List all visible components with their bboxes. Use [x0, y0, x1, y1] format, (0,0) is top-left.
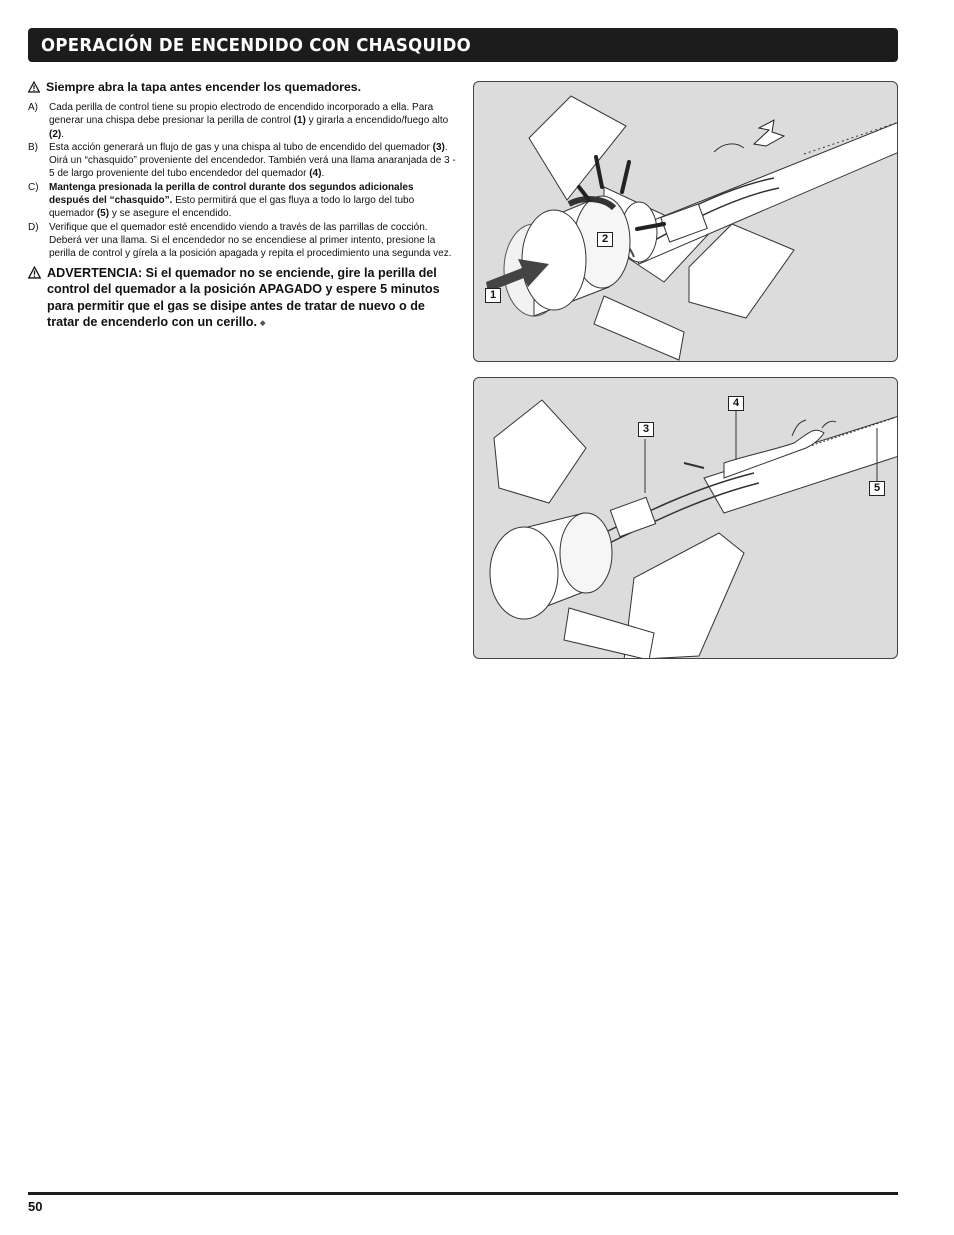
step-body: Cada perilla de control tiene su propio electrodo de encendido incorporado a ella. Para generar una chispa debe presionar la perilla de control (1) y girarla a encendido/fuego alto (2). [49, 102, 449, 140]
control-knob [504, 196, 630, 316]
instructions-column [28, 80, 456, 333]
step-d [28, 221, 456, 261]
step-letter: B) [28, 141, 38, 153]
section-title-bar [28, 28, 898, 62]
figure-ignition-knob-illustration [474, 82, 898, 362]
warning-no-ignition-text: ADVERTENCIA: Si el quemador no se enciende, gire la perilla del control del quemador a la posición APAGADO y espere 5 minutos para permitir que el gas se disipe antes de tratar de nuevo o de tratar de encenderlo con un cerillo. ◆ [47, 265, 440, 330]
step-c [28, 181, 456, 221]
footer-rule [28, 1192, 898, 1195]
warning-open-lid-text: Siempre abra la tapa antes encender los quemadores. [46, 80, 362, 94]
warning-triangle-icon [28, 81, 40, 93]
figure-burner-lit-illustration [474, 378, 898, 659]
section-title: OPERACIÓN DE ENCENDIDO CON CHASQUIDO [41, 34, 471, 56]
warning-no-ignition [28, 265, 456, 333]
callout-1: 1 [485, 288, 501, 303]
figure-burner-lit [473, 377, 898, 659]
step-letter: C) [28, 181, 39, 193]
step-body: Esta acción generará un flujo de gas y una chispa al tubo de encendido del quemador (3). Oirá un “chasquido” proveniente del encendedor. También verá una llama anaranjada de 3 - 5 de largo proveniente del tubo encendedor del quemador (4). [49, 141, 456, 180]
step-letter: D) [28, 221, 39, 233]
control-knob [490, 513, 612, 619]
callout-5: 5 [869, 481, 885, 496]
callout-3: 3 [638, 422, 654, 437]
step-body: Verifique que el quemador esté encendido viendo a través de las parrillas de cocción. Deberá ver una llama. Si el encendedor no se encendiese al primer intento, presione la perilla de control y gírela a la posición apagada y repita el procedimiento una segunda vez. [49, 221, 452, 260]
callout-2: 2 [597, 232, 613, 247]
figure-ignition-knob [473, 81, 898, 362]
warning-triangle-icon [28, 266, 41, 279]
step-a [28, 101, 456, 141]
diamond-icon: ◆ [259, 320, 266, 328]
warning-open-lid [28, 80, 456, 94]
page-number: 50 [28, 1199, 43, 1214]
spark-icon [754, 120, 784, 146]
step-body: Mantenga presionada la perilla de control durante dos segundos adicionales después del “chasquido”. Esto permitirá que el gas fluya a todo lo largo del tubo quemador (5) y se asegure el encendido. [49, 181, 415, 220]
step-b [28, 141, 456, 181]
steps-list [28, 101, 456, 261]
callout-4: 4 [728, 396, 744, 411]
step-letter: A) [28, 102, 38, 113]
